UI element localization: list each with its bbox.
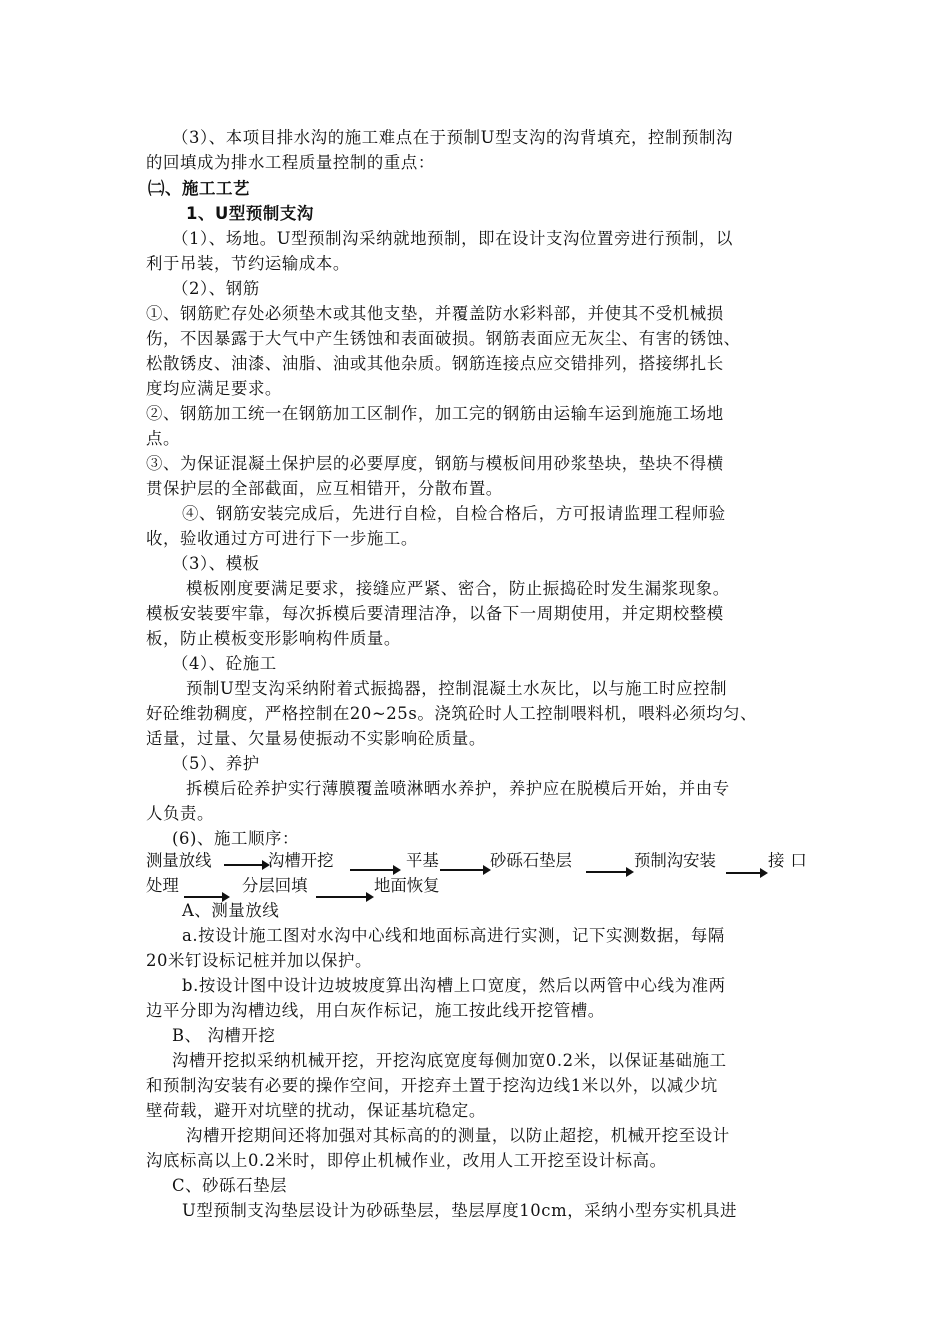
paragraph-line: （3）、本项目排水沟的施工难点在于预制U型支沟的沟背填充，控制预制沟 xyxy=(172,128,733,147)
paragraph-line: 适量，过量、欠量易使振动不实影响砼质量。 xyxy=(146,729,486,748)
item-heading: B、 沟槽开挖 xyxy=(172,1026,276,1045)
paragraph-line: 度均应满足要求。 xyxy=(146,379,282,398)
paragraph-line: ②、钢筋加工统一在钢筋加工区制作，加工完的钢筋由运输车运到施施工场地 xyxy=(146,404,724,423)
flow-arrow-icon xyxy=(184,896,224,898)
flow-step-restore: 地面恢复 xyxy=(374,876,440,895)
flow-arrow-icon xyxy=(350,869,395,871)
paragraph-line: 模板安装要牢靠，每次拆模后要清理洁净，以备下一周期使用，并定期校整模 xyxy=(146,604,724,623)
paragraph-line: 沟槽开挖期间还将加强对其标高的的测量，以防止超挖，机械开挖至设计 xyxy=(186,1126,730,1145)
paragraph-line: 贯保护层的全部截面，应互相错开，分散布置。 xyxy=(146,479,503,498)
flow-arrow-icon xyxy=(440,869,485,871)
paragraph-line: 沟槽开挖拟采纳机械开挖，开挖沟底宽度每侧加宽0.2米，以保证基础施工 xyxy=(172,1051,727,1070)
item-heading: （5）、养护 xyxy=(172,754,260,773)
paragraph-line: 收，验收通过方可进行下一步施工。 xyxy=(146,529,418,548)
paragraph-line: 伤，不因暴露于大气中产生锈蚀和表面破损。钢筋表面应无灰尘、有害的锈蚀、 xyxy=(146,329,741,348)
item-heading: C、砂砾石垫层 xyxy=(172,1176,288,1195)
flow-arrow-icon xyxy=(586,871,628,873)
paragraph-line: 和预制沟安装有必要的操作空间，开挖弃土置于挖沟边线1米以外，以减少坑 xyxy=(146,1076,718,1095)
flow-step-survey: 测量放线 xyxy=(146,851,212,870)
paragraph-line: 20米钉设标记桩并加以保护。 xyxy=(146,951,372,970)
paragraph-line: 沟底标高以上0.2米时，即停止机械作业，改用人工开挖至设计标高。 xyxy=(146,1151,667,1170)
paragraph-line: 边平分即为沟槽边线，用白灰作标记，施工按此线开挖管槽。 xyxy=(146,1001,605,1020)
paragraph-line: 好砼维勃稠度，严格控制在20~25s。浇筑砼时人工控制喂料机，喂料必须均匀、 xyxy=(146,704,758,723)
paragraph-line: 拆模后砼养护实行薄膜覆盖喷淋晒水养护，养护应在脱模后开始，并由专 xyxy=(186,779,730,798)
paragraph-line: ①、钢筋贮存处必须垫木或其他支垫，并覆盖防水彩料部，并使其不受机械损 xyxy=(146,304,724,323)
flow-step-backfill: 分层回填 xyxy=(242,876,308,895)
paragraph-line: 的回填成为排水工程质量控制的重点： xyxy=(146,153,435,172)
item-heading: （4）、砼施工 xyxy=(172,654,277,673)
flow-step-joint-cont: 处理 xyxy=(146,876,179,895)
paragraph-line: b.按设计图中设计边坡坡度算出沟槽上口宽度，然后以两管中心线为准两 xyxy=(182,976,726,995)
paragraph-line: ④、钢筋安装完成后，先进行自检，自检合格后，方可报请监理工程师验 xyxy=(182,504,726,523)
flow-arrow-icon xyxy=(726,872,762,874)
subsection-heading: 1、U型预制支沟 xyxy=(186,204,314,223)
paragraph-line: a.按设计施工图对水沟中心线和地面标高进行实测，记下实测数据，每隔 xyxy=(182,926,725,945)
item-heading: （3）、模板 xyxy=(172,554,260,573)
paragraph-line: 点。 xyxy=(146,429,180,448)
paragraph-line: 模板刚度要满足要求，接缝应严紧、密合，防止振捣砼时发生漏浆现象。 xyxy=(186,579,730,598)
paragraph-line: 预制U型支沟采纳附着式振捣器，控制混凝土水灰比，以与施工时应控制 xyxy=(186,679,728,698)
item-heading: （2）、钢筋 xyxy=(172,279,260,298)
paragraph-line: 壁荷载，避开对坑壁的扰动，保证基坑稳定。 xyxy=(146,1101,486,1120)
paragraph-line: 人负责。 xyxy=(146,804,214,823)
item-heading: A、测量放线 xyxy=(182,901,280,920)
flow-step-trench: 沟槽开挖 xyxy=(268,851,334,870)
paragraph-line: U型预制支沟垫层设计为砂砾垫层，垫层厚度10cm，采纳小型夯实机具进 xyxy=(182,1201,738,1220)
paragraph-line: 利于吊装，节约运输成本。 xyxy=(146,254,350,273)
flow-step-install: 预制沟安装 xyxy=(634,851,716,870)
paragraph-line: ③、为保证混凝土保护层的必要厚度，钢筋与模板间用砂浆垫块，垫块不得横 xyxy=(146,454,724,473)
flow-step-base: 平基 xyxy=(406,851,439,870)
paragraph-line: 板，防止模板变形影响构件质量。 xyxy=(146,629,401,648)
paragraph-line: （1）、场地。U型预制沟采纳就地预制，即在设计支沟位置旁进行预制，以 xyxy=(172,229,733,248)
flow-arrow-icon xyxy=(316,896,368,898)
flow-step-joint: 接口 xyxy=(768,851,813,870)
item-heading: (6)、施工顺序： xyxy=(172,829,299,848)
flow-step-gravel-bed: 砂砾石垫层 xyxy=(490,851,572,870)
flow-arrow-icon xyxy=(224,864,264,866)
section-heading: ㈡、施工工艺 xyxy=(148,179,250,198)
paragraph-line: 松散锈皮、油漆、油脂、油或其他杂质。钢筋连接点应交错排列，搭接绑扎长 xyxy=(146,354,724,373)
